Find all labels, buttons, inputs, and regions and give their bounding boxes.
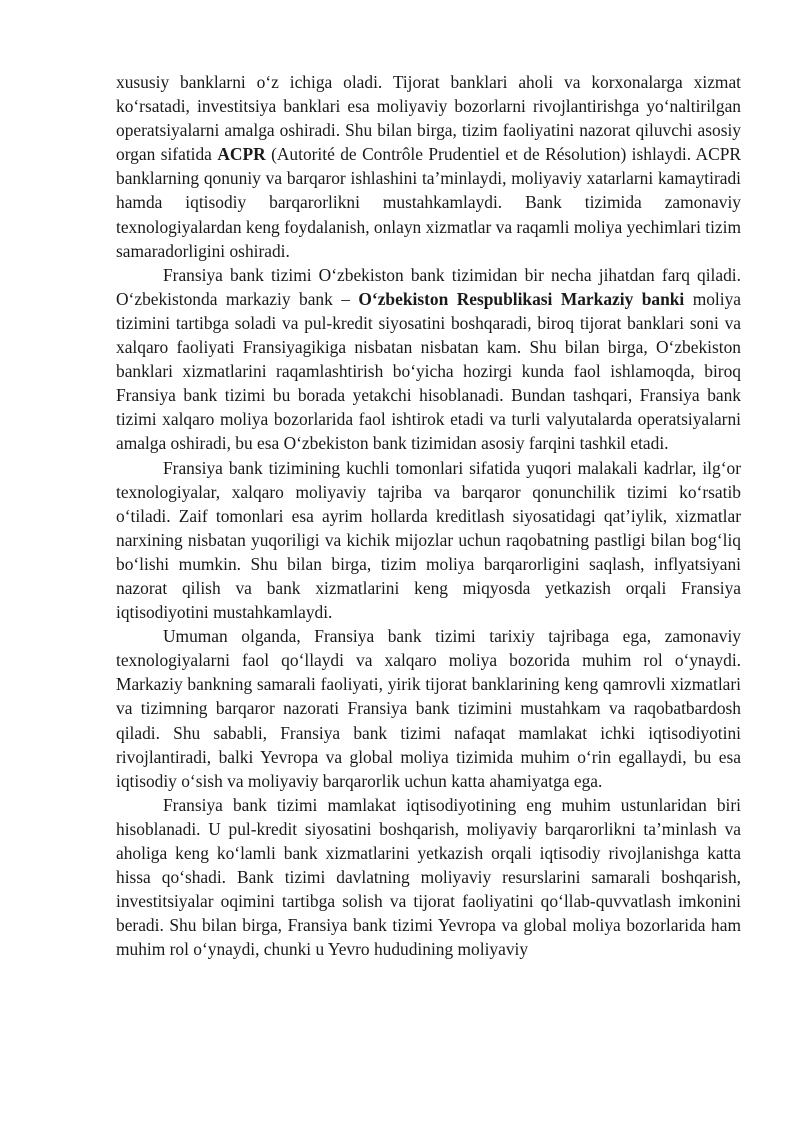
paragraph-5-text: Fransiya bank tizimi mamlakat iqtisodiyotining eng muhim ustunlaridan biri hisoblanadi. U pul-kredit siyosatini boshqarish, moliyaviy barqarorlikni ta’minlash va aholiga keng ko‘lamli bank xizmatlarini yetkazish orqali iqtisodiy rivojlanishga katta hissa qo‘shadi. Bank tizimi davlatning moliyaviy resurslarini samarali boshqarish, investitsiyalar oqimini tartibga solish va tijorat faoliyatini qo‘llab-quvvatlash imkonini beradi. Shu bilan birga, Fransiya bank tizimi Yevropa va global moliya bozorlarida ham muhim rol o‘ynaydi, chunki u Yevro hududining moliyaviy	[116, 794, 741, 960]
paragraph-4-text: Umuman olganda, Fransiya bank tizimi tarixiy tajribaga ega, zamonaviy texnologiyalarni faol qo‘llaydi va xalqaro moliya bozorida muhim rol o‘ynaydi. Markaziy bankning samarali faoliyati, yirik tijorat banklarining keng qamrovli xizmatlari va tizimning barqaror nazorati Fransiya bank tizimini mustahkam va raqobatbardosh qiladi. Shu sababli, Fransiya bank tizimi nafaqat mamlakat ichki iqtisodiyotini rivojlantiradi, balki Yevropa va global moliya tizimida muhim o‘rin egallaydi, bu esa iqtisodiy o‘sish va moliyaviy barqarorlik uchun katta ahamiyatga ega.	[116, 626, 741, 791]
paragraph-1	[116, 70, 741, 263]
central-bank-bold-term: O‘zbekiston Respublikasi Markaziy banki	[358, 288, 685, 309]
document-body	[116, 70, 741, 961]
acpr-bold-term: ACPR	[217, 144, 266, 165]
paragraph-2	[116, 263, 741, 456]
paragraph-1-text-2: (Autorité de Contrôle Prudentiel et de Résolution) ishlaydi. ACPR banklarning qonuniy va barqaror ishlashini ta’minlaydi, moliyaviy xatarlarni kamaytiradi hamda iqtisodiy barqarorlikni mustahkamlaydi. Bank tizimida zamonaviy texnologiyalardan keng foydalanish, onlayn xizmatlar va raqamli moliya yechimlari tizim samaradorligini oshiradi.	[116, 144, 741, 261]
paragraph-4	[116, 624, 741, 793]
paragraph-2-text-2: moliya tizimini tartibga soladi va pul-kredit siyosatini boshqaradi, biroq tijorat banklari soni va xalqaro faoliyati Fransiyagikiga nisbatan nisbatan kam. Shu bilan birga, O‘zbekiston banklari xizmatlarini raqamlashtirish bo‘yicha hozirgi kunda faol ishlamoqda, biroq Fransiya bank tizimi bu borada yetakchi hisoblanadi. Bundan tashqari, Fransiya bank tizimi xalqaro moliya bozorlarida faol ishtirok etadi va turli valyutalarda operatsiyalarni amalga oshiradi, bu esa O‘zbekiston bank tizimidan asosiy farqini tashkil etadi.	[116, 288, 741, 454]
paragraph-3-text: Fransiya bank tizimining kuchli tomonlari sifatida yuqori malakali kadrlar, ilg‘or texnologiyalar, xalqaro moliyaviy tajriba va barqaror qonunchilik tizimi ko‘rsatib o‘tiladi. Zaif tomonlari esa ayrim hollarda kreditlash siyosatidagi qat’iylik, xizmatlar narxining nisbatan yuqoriligi va kichik mijozlar uchun raqobatning pastligi bilan bog‘liq bo‘lishi mumkin. Shu bilan birga, tizim moliya barqarorligini saqlash, inflyatsiyani nazorat qilish va bank xizmatlarini keng miqyosda yetkazish orqali Fransiya iqtisodiyotini mustahkamlaydi.	[116, 457, 741, 623]
paragraph-5	[116, 793, 741, 962]
paragraph-2-text-1: Fransiya bank tizimi O‘zbekiston bank tizimidan bir necha jihatdan farq qiladi. O‘zbekistonda markaziy bank –	[116, 264, 741, 309]
paragraph-3	[116, 456, 741, 625]
paragraph-1-text-1: xususiy banklarni o‘z ichiga oladi. Tijorat banklari aholi va korxonalarga xizmat ko‘rsatadi, investitsiya banklari esa moliyaviy bozorlarni rivojlantirishga yo‘naltirilgan operatsiyalarni amalga oshiradi. Shu bilan birga, tizim faoliyatini nazorat qiluvchi asosiy organ sifatida	[116, 72, 741, 165]
